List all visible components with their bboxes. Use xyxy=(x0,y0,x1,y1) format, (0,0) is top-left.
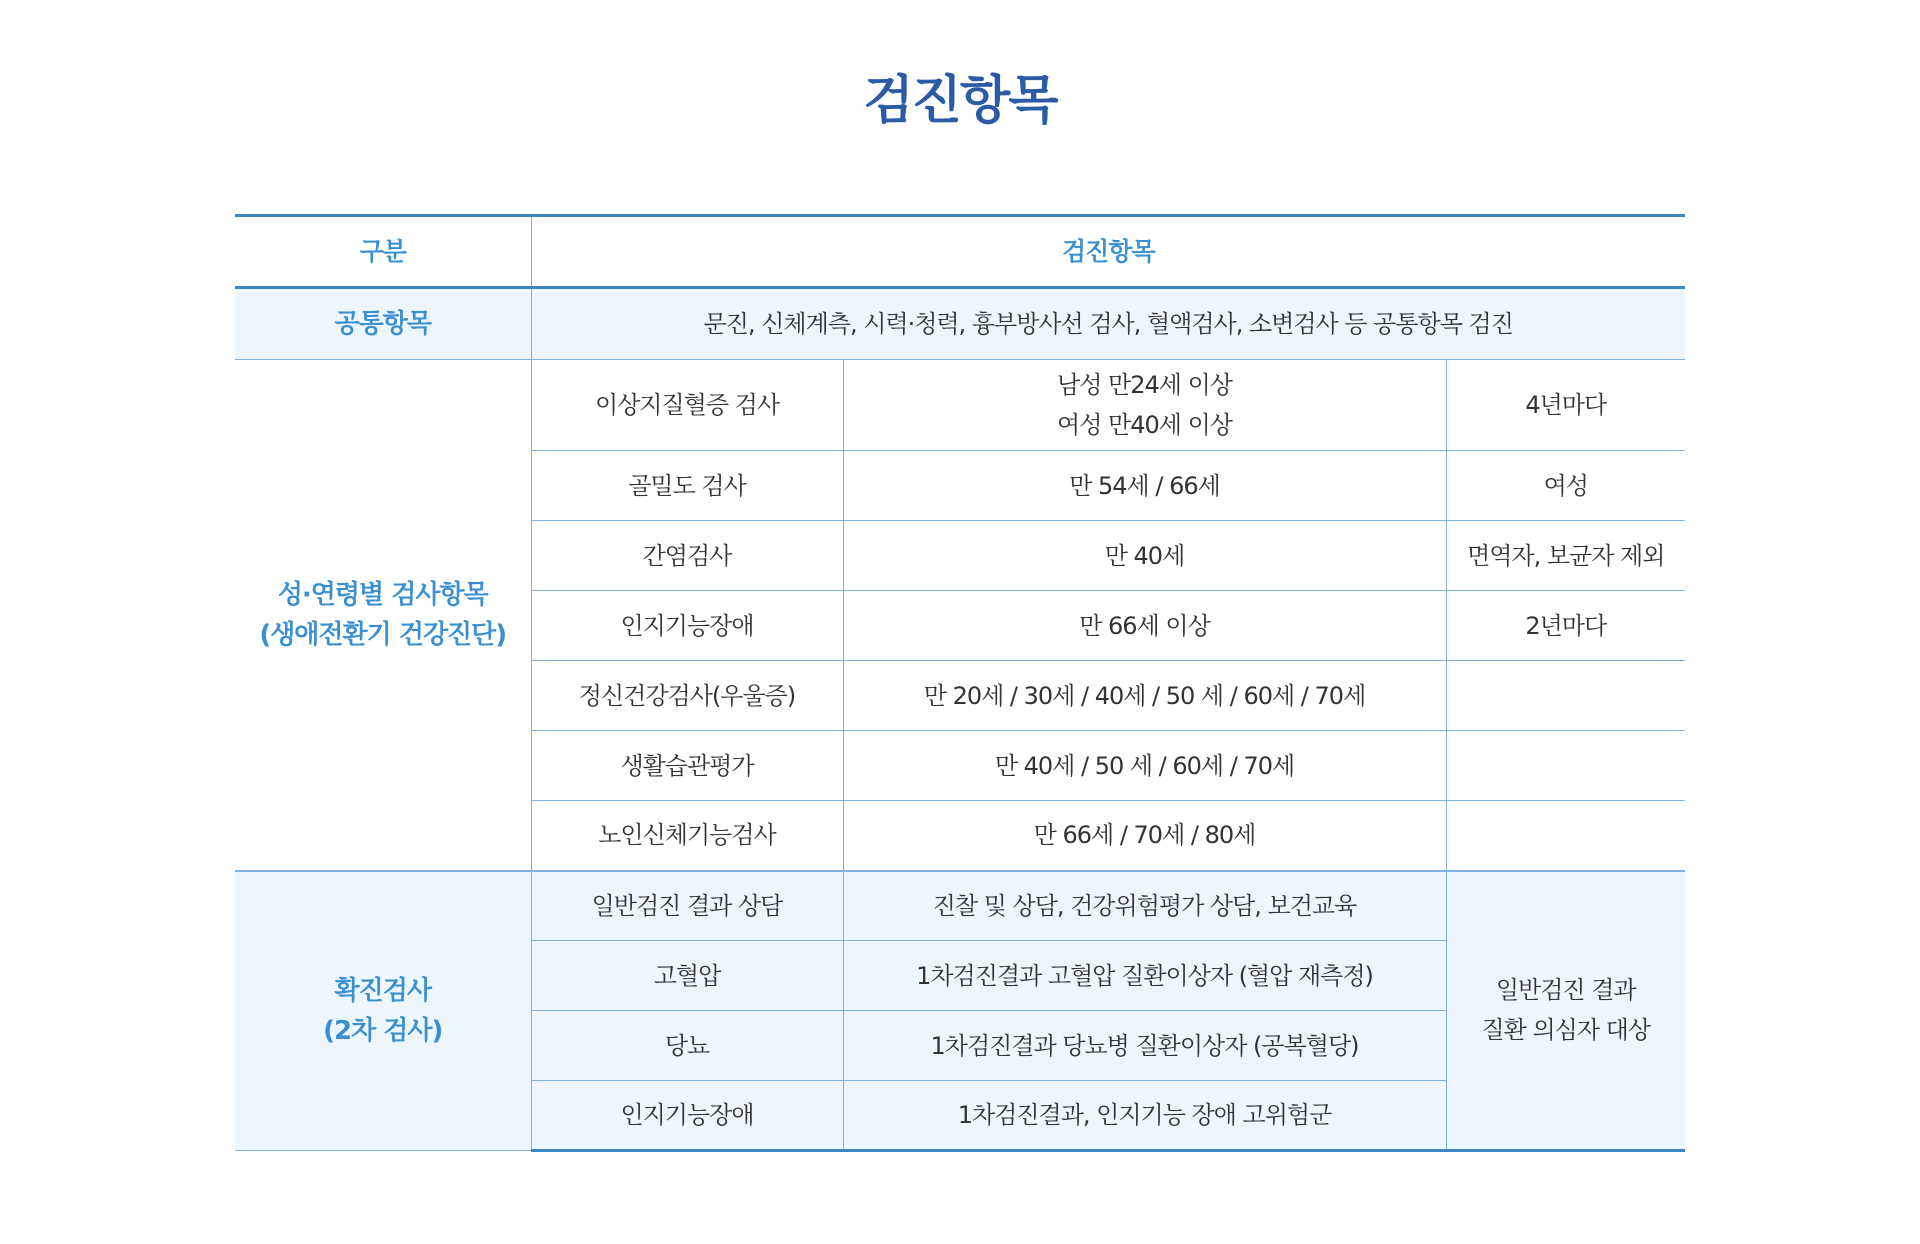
checkup-items-table xyxy=(235,214,1685,1152)
table-row xyxy=(235,360,1685,451)
note-cell: 4년마다 xyxy=(1446,360,1685,451)
target-cell: 만 40세 / 50 세 / 60세 / 70세 xyxy=(843,731,1446,801)
category-line: (생애전환기 건강진단) xyxy=(259,619,507,650)
note-line: 질환 의심자 대상 xyxy=(1481,1016,1651,1045)
item-cell: 고혈압 xyxy=(531,941,843,1011)
item-cell: 일반검진 결과 상담 xyxy=(531,871,843,941)
table-header-row xyxy=(235,216,1685,288)
target-cell: 만 20세 / 30세 / 40세 / 50 세 / 60세 / 70세 xyxy=(843,661,1446,731)
target-cell: 1차검진결과, 인지기능 장애 고위험군 xyxy=(843,1081,1446,1151)
item-cell: 인지기능장애 xyxy=(531,1081,843,1151)
item-cell: 노인신체기능검사 xyxy=(531,801,843,871)
item-cell: 인지기능장애 xyxy=(531,591,843,661)
common-category: 공통항목 xyxy=(235,288,531,360)
category-line: 확진검사 xyxy=(334,975,431,1006)
confirm-section-category xyxy=(235,871,531,1151)
item-cell: 간염검사 xyxy=(531,521,843,591)
header-category: 구분 xyxy=(235,216,531,288)
target-cell: 만 40세 xyxy=(843,521,1446,591)
target-cell: 1차검진결과 고혈압 질환이상자 (혈압 재측정) xyxy=(843,941,1446,1011)
common-content: 문진, 신체계측, 시력·청력, 흉부방사선 검사, 혈액검사, 소변검사 등 공통항목 검진 xyxy=(531,288,1685,360)
note-line: 일반검진 결과 xyxy=(1495,976,1636,1005)
header-items: 검진항목 xyxy=(531,216,1685,288)
confirm-note-cell xyxy=(1446,871,1685,1151)
category-line: 성·연령별 검사항목 xyxy=(277,579,488,610)
target-cell xyxy=(843,360,1446,451)
note-cell: 면역자, 보균자 제외 xyxy=(1446,521,1685,591)
item-cell: 당뇨 xyxy=(531,1011,843,1081)
common-row xyxy=(235,288,1685,360)
item-cell: 생활습관평가 xyxy=(531,731,843,801)
note-cell: 여성 xyxy=(1446,451,1685,521)
target-line: 여성 만40세 이상 xyxy=(1057,411,1232,439)
item-cell: 정신건강검사(우울증) xyxy=(531,661,843,731)
age-section-category xyxy=(235,360,531,871)
note-cell xyxy=(1446,661,1685,731)
table-row xyxy=(235,871,1685,941)
target-cell: 1차검진결과 당뇨병 질환이상자 (공복혈당) xyxy=(843,1011,1446,1081)
note-cell xyxy=(1446,731,1685,801)
note-cell xyxy=(1446,801,1685,871)
item-cell: 골밀도 검사 xyxy=(531,451,843,521)
note-cell: 2년마다 xyxy=(1446,591,1685,661)
page-title: 검진항목 xyxy=(863,71,1057,131)
item-cell: 이상지질혈증 검사 xyxy=(531,360,843,451)
category-line: (2차 검사) xyxy=(323,1015,443,1046)
target-cell: 진찰 및 상담, 건강위험평가 상담, 보건교육 xyxy=(843,871,1446,941)
target-cell: 만 66세 / 70세 / 80세 xyxy=(843,801,1446,871)
target-line: 남성 만24세 이상 xyxy=(1057,371,1232,399)
target-cell: 만 66세 이상 xyxy=(843,591,1446,661)
target-cell: 만 54세 / 66세 xyxy=(843,451,1446,521)
